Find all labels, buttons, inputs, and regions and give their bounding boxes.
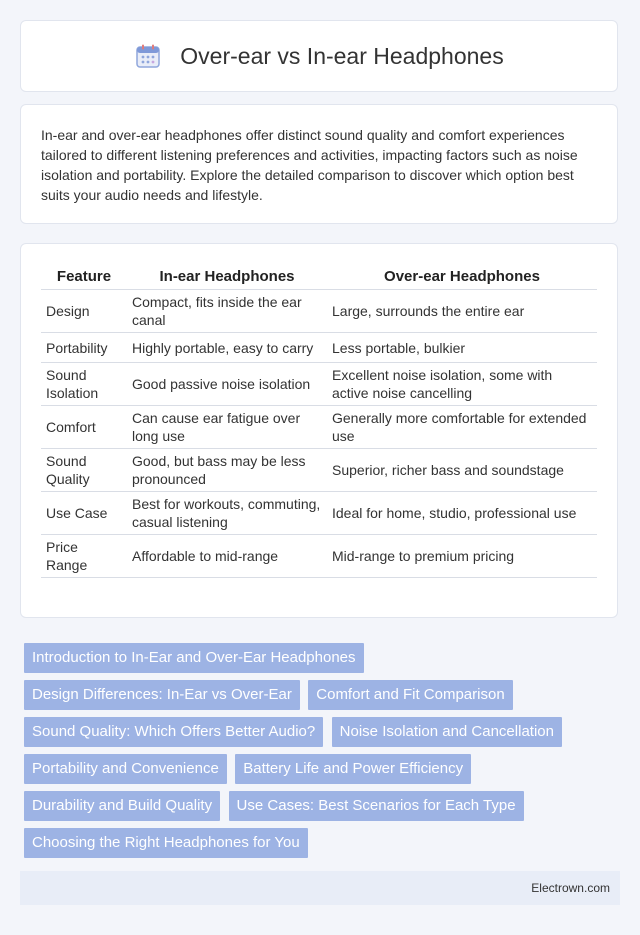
- table-cell: Can cause ear fatigue over long use: [127, 406, 327, 449]
- topic-tag-introduction[interactable]: Introduction to In-Ear and Over-Ear Headphones: [24, 643, 364, 673]
- footer-brand: Electrown.com: [531, 881, 610, 895]
- table-row: [41, 333, 597, 363]
- table-cell: Superior, richer bass and soundstage: [327, 449, 597, 492]
- table-cell: Sound Quality: [41, 449, 127, 492]
- intro-text: In-ear and over-ear headphones offer distinct sound quality and comfort experiences tailored to different listening preferences and activities, impacting factors such as noise isolation and portability. Explore the detailed comparison to discover which option best suits your audio needs and lifestyle.: [41, 127, 578, 203]
- table-cell: Good, but bass may be less pronounced: [127, 449, 327, 492]
- column-header: In-ear Headphones: [127, 262, 327, 290]
- header-card: [20, 20, 618, 92]
- table-row: [41, 492, 597, 535]
- topic-tag-use-cases[interactable]: Use Cases: Best Scenarios for Each Type: [229, 791, 524, 821]
- comparison-card: [20, 243, 618, 618]
- table-cell: Compact, fits inside the ear canal: [127, 290, 327, 333]
- topic-tags: [24, 643, 620, 865]
- topic-tag-battery-life[interactable]: Battery Life and Power Efficiency: [235, 754, 471, 784]
- comparison-table: [41, 262, 597, 578]
- table-header-row: [41, 262, 597, 290]
- table-cell: Design: [41, 290, 127, 333]
- table-cell: Comfort: [41, 406, 127, 449]
- topic-tag-sound-quality[interactable]: Sound Quality: Which Offers Better Audio?: [24, 717, 323, 747]
- table-row: [41, 406, 597, 449]
- table-cell: Less portable, bulkier: [327, 333, 597, 363]
- table-cell: Ideal for home, studio, professional use: [327, 492, 597, 535]
- topic-tag-portability[interactable]: Portability and Convenience: [24, 754, 227, 784]
- table-cell: Good passive noise isolation: [127, 363, 327, 406]
- page-title: Over-ear vs In-ear Headphones: [180, 42, 504, 69]
- table-cell: Sound Isolation: [41, 363, 127, 406]
- table-row: [41, 535, 597, 578]
- intro-card: [20, 104, 618, 224]
- table-cell: Affordable to mid-range: [127, 535, 327, 578]
- topic-tag-noise-isolation[interactable]: Noise Isolation and Cancellation: [332, 717, 562, 747]
- footer: [20, 871, 620, 905]
- table-cell: Price Range: [41, 535, 127, 578]
- table-cell: Large, surrounds the entire ear: [327, 290, 597, 333]
- topic-tag-choosing[interactable]: Choosing the Right Headphones for You: [24, 828, 308, 858]
- topic-tag-design[interactable]: Design Differences: In-Ear vs Over-Ear: [24, 680, 300, 710]
- table-row: [41, 449, 597, 492]
- column-header: Feature: [41, 262, 127, 290]
- table-cell: Use Case: [41, 492, 127, 535]
- table-cell: Excellent noise isolation, some with active noise cancelling: [327, 363, 597, 406]
- table-cell: Best for workouts, commuting, casual listening: [127, 492, 327, 535]
- table-cell: Mid-range to premium pricing: [327, 535, 597, 578]
- table-row: [41, 363, 597, 406]
- table-cell: Generally more comfortable for extended use: [327, 406, 597, 449]
- table-cell: Portability: [41, 333, 127, 363]
- table-row: [41, 290, 597, 333]
- table-cell: Highly portable, easy to carry: [127, 333, 327, 363]
- topic-tag-comfort[interactable]: Comfort and Fit Comparison: [308, 680, 512, 710]
- calendar-icon: [134, 42, 162, 70]
- column-header: Over-ear Headphones: [327, 262, 597, 290]
- topic-tag-durability[interactable]: Durability and Build Quality: [24, 791, 220, 821]
